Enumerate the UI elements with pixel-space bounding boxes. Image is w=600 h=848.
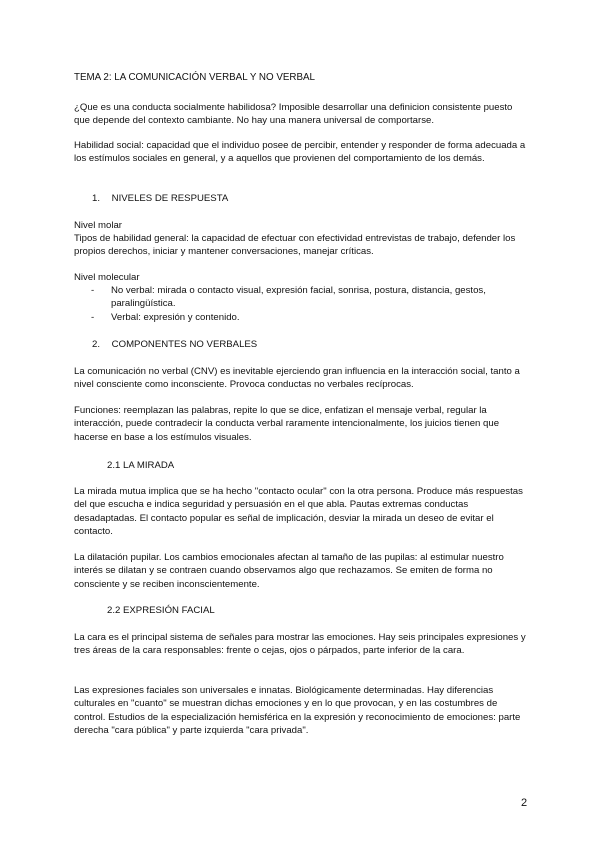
section-number: 1. — [92, 193, 101, 204]
section-title: NIVELES DE RESPUESTA — [111, 193, 229, 204]
dilatacion-paragraph: La dilatación pupilar. Los cambios emocionales afectan al tamaño de las pupilas: al estimular nuestro interés se dilatan y se contraen cuando observamos algo que rechazamos. Se emiten de forma no consciente y se reciben inconscientemente. — [74, 552, 504, 590]
bullet-text: No verbal: mirada o contacto visual, expresión facial, sonrisa, postura, distancia, gestos, paralingüística. — [111, 285, 486, 310]
page-number: 2 — [521, 797, 528, 809]
list-item — [91, 311, 526, 324]
bullet-text: Verbal: expresión y contenido. — [111, 311, 240, 323]
bullet-list — [91, 284, 526, 324]
bullet-dash: - — [91, 285, 95, 296]
molar-paragraph: Tipos de habilidad general: la capacidad de efectuar con efectividad entrevistas de trabajo, defender los propios derechos, iniciar y mantener conversaciones, manejar críticas. — [74, 233, 516, 258]
intro-paragraph: ¿Que es una conducta socialmente habilidosa? Imposible desarrollar una definicion consistente puesto que depende del contexto cambiante. No hay una manera universal de comportarse. — [74, 102, 513, 127]
definition-paragraph: Habilidad social: capacidad que el individuo posee de percibir, entender y responder de forma adecuada a los estímulos sociales en general, y a aquellos que provienen del comportamiento de los demás. — [74, 140, 526, 165]
subsection-heading-mirada: 2.1 LA MIRADA — [107, 460, 175, 471]
molecular-label: Nivel molecular — [74, 272, 140, 283]
section-number: 2. — [92, 339, 101, 350]
cnv-paragraph: La comunicación no verbal (CNV) es inevitable ejerciendo gran influencia en la interacción social, tanto a nivel consciente como inconsciente. Provoca conductas no verbales recíprocas. — [74, 366, 520, 391]
section-heading-niveles — [92, 192, 228, 205]
document-title: TEMA 2: LA COMUNICACIÓN VERBAL Y NO VERBAL — [74, 72, 316, 83]
mirada-paragraph: La mirada mutua implica que se ha hecho "contacto ocular" con la otra persona. Produce más respuestas del que escucha e indica seguridad y persuasión en el que abla. Pautas extremas conductas desadaptadas. El contacto popular es señal de implicación, desviar la mirada un deseo de evitar el contacto. — [74, 486, 523, 538]
molar-label: Nivel molar — [74, 220, 122, 231]
cara-paragraph: La cara es el principal sistema de señales para mostrar las emociones. Hay seis principales expresiones y tres áreas de la cara responsables: frente o cejas, ojos o párpados, parte inferior de la cara. — [74, 632, 526, 657]
bullet-dash: - — [91, 311, 95, 323]
subsection-heading-expresion: 2.2 EXPRESIÓN FACIAL — [107, 605, 215, 616]
expresiones-paragraph: Las expresiones faciales son universales e innatas. Biológicamente determinadas. Hay diferencias culturales en "cuanto" se muestran dichas emociones y en lo que provocan, y en las costumbres de control. Estudios de la especialización hemisférica en la expresión y reconocimiento de emociones: parte derecha "cara pública" y parte izquierda "cara privada". — [74, 685, 521, 737]
section-title: COMPONENTES NO VERBALES — [111, 339, 258, 350]
section-heading-componentes — [92, 338, 257, 351]
list-item — [91, 284, 526, 311]
funciones-paragraph: Funciones: reemplazan las palabras, repite lo que se dice, enfatizan el mensaje verbal, regular la interacción, puede contradecir la conducta verbal raramente intencionalmente, los juicios tienen que hacerse en base a los estímulos visuales. — [74, 405, 500, 443]
